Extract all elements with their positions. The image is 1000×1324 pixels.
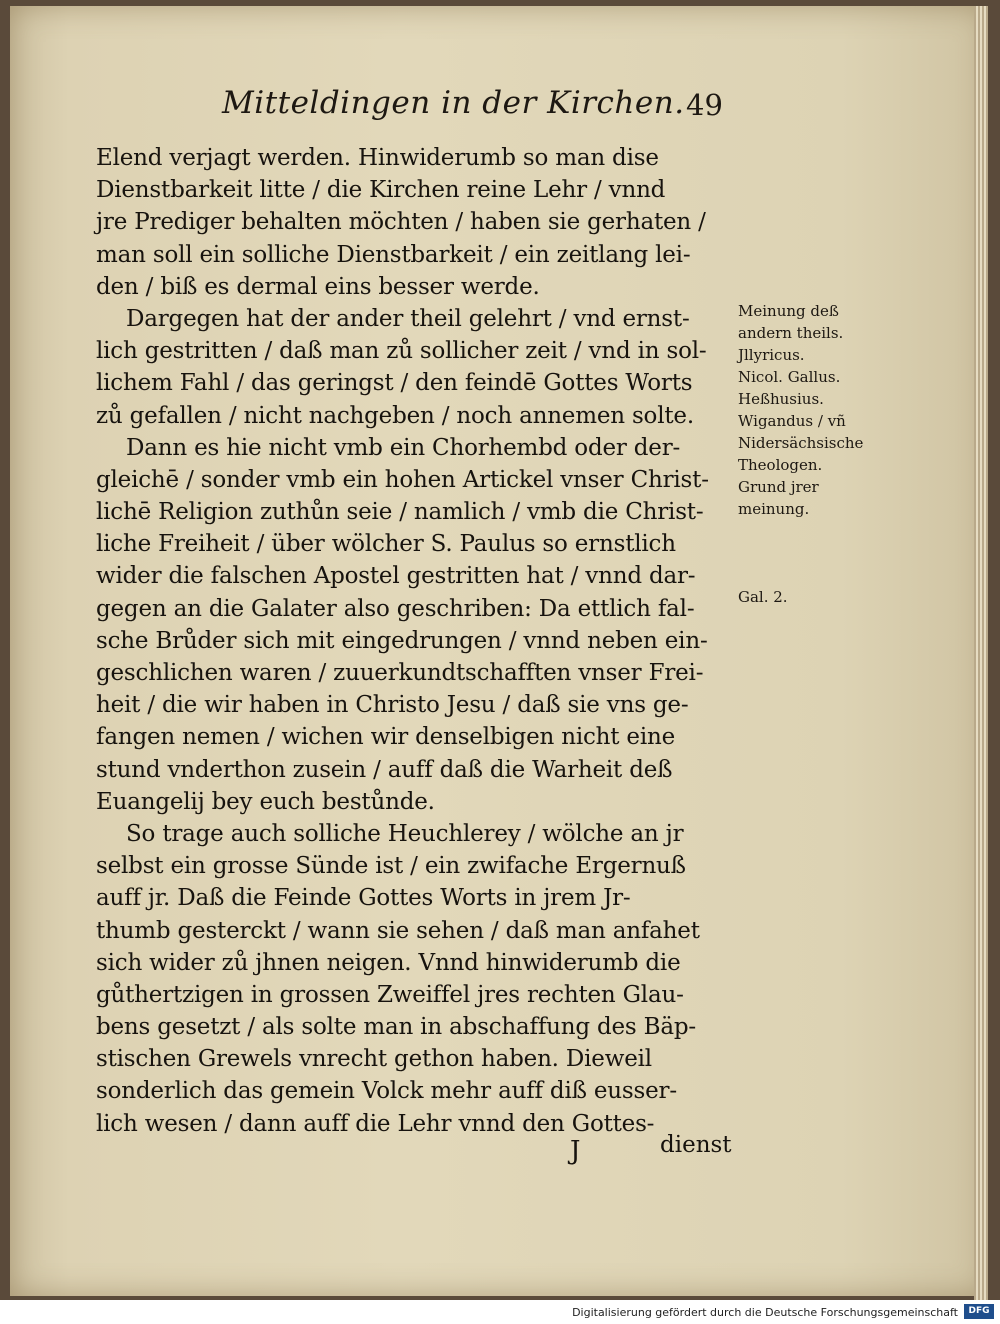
text-line: jre Prediger behalten möchten / haben sie gerhaten / xyxy=(96,209,706,236)
page-number: 49 xyxy=(686,88,723,122)
margin-note: Wigandus / vñ xyxy=(738,412,846,430)
margin-note: Heßhusius. xyxy=(738,390,824,408)
dfg-logo: DFG xyxy=(964,1304,994,1319)
text-line: stund vnderthon zusein / auff daß die Warheit deß xyxy=(96,756,673,783)
text-line: wider die falschen Apostel gestritten hat / vnnd dar- xyxy=(96,563,696,590)
margin-note: Theologen. xyxy=(738,456,823,474)
signature-mark: J xyxy=(570,1136,581,1166)
text-line: lichem Fahl / das geringst / den feindē Gottes Worts xyxy=(96,370,693,397)
running-title: Mitteldingen in der Kirchen. xyxy=(222,85,685,121)
text-line: heit / die wir haben in Christo Jesu / daß sie vns ge- xyxy=(96,692,689,719)
margin-note: andern theils. xyxy=(738,324,844,342)
margin-note: Jllyricus. xyxy=(738,346,805,364)
page-edge xyxy=(974,6,988,1306)
text-line: So trage auch solliche Heuchlerey / wölche an jr xyxy=(126,820,684,847)
margin-note: Nicol. Gallus. xyxy=(738,368,841,386)
text-line: sonderlich das gemein Volck mehr auff diß eusser- xyxy=(96,1078,677,1105)
margin-note: Grund jrer xyxy=(738,478,819,496)
text-line: gleichē / sonder vmb ein hohen Artickel vnser Christ- xyxy=(96,466,709,493)
margin-notes xyxy=(738,300,908,520)
text-line: Dargegen hat der ander theil gelehrt / vnd ernst- xyxy=(126,305,690,332)
text-line: lich gestritten / daß man zů sollicher zeit / vnd in sol- xyxy=(96,338,707,365)
text-line: zů gefallen / nicht nachgeben / noch annemen solte. xyxy=(96,402,694,429)
margin-note: Meinung deß xyxy=(738,302,839,320)
text-line: liche Freiheit / über wölcher S. Paulus so ernstlich xyxy=(96,531,676,558)
margin-note-gal: Gal. 2. xyxy=(738,588,788,606)
text-line: lich wesen / dann auff die Lehr vnnd den Gottes- xyxy=(96,1110,655,1137)
text-line: man soll ein solliche Dienstbarkeit / ein zeitlang lei- xyxy=(96,241,691,268)
text-line: stischen Grewels vnrecht gethon haben. Dieweil xyxy=(96,1046,652,1073)
text-line: bens gesetzt / als solte man in abschaffung des Bäp- xyxy=(96,1014,696,1041)
text-line: thumb gesterckt / wann sie sehen / daß man anfahet xyxy=(96,917,700,944)
text-line: Dann es hie nicht vmb ein Chorhembd oder der- xyxy=(126,434,681,461)
text-line: Elend verjagt werden. Hinwiderumb so man dise xyxy=(96,145,659,171)
text-line: fangen nemen / wichen wir denselbigen nicht eine xyxy=(96,724,676,751)
footer-credit: Digitalisierung gefördert durch die Deutsche Forschungsgemeinschaft xyxy=(572,1306,958,1319)
text-line: gegen an die Galater also geschriben: Da ettlich fal- xyxy=(96,595,695,622)
text-line: gůthertzigen in grossen Zweiffel jres rechten Glau- xyxy=(96,981,684,1008)
catchword: dienst xyxy=(660,1132,732,1158)
margin-note: meinung. xyxy=(738,500,810,518)
text-line: selbst ein grosse Sünde ist / ein zwifache Ergernuß xyxy=(96,853,686,880)
text-line: Dienstbarkeit litte / die Kirchen reine Lehr / vnnd xyxy=(96,177,666,204)
text-line: den / biß es dermal eins besser werde. xyxy=(96,273,540,300)
body-text xyxy=(96,142,736,1140)
text-line: auff jr. Daß die Feinde Gottes Worts in jrem Jr- xyxy=(96,885,631,912)
text-line: geschlichen waren / zuuerkundtschafften vnser Frei- xyxy=(96,660,704,686)
footer-bar xyxy=(0,1300,1000,1324)
text-line: sich wider zů jhnen neigen. Vnnd hinwiderumb die xyxy=(96,949,681,976)
text-line: sche Brůder sich mit eingedrungen / vnnd neben ein- xyxy=(96,627,708,654)
text-line: lichē Religion zuthůn seie / namlich / vmb die Christ- xyxy=(96,499,704,526)
margin-note: Nidersächsische xyxy=(738,434,864,452)
text-line: Euangelij bey euch bestůnde. xyxy=(96,788,435,815)
